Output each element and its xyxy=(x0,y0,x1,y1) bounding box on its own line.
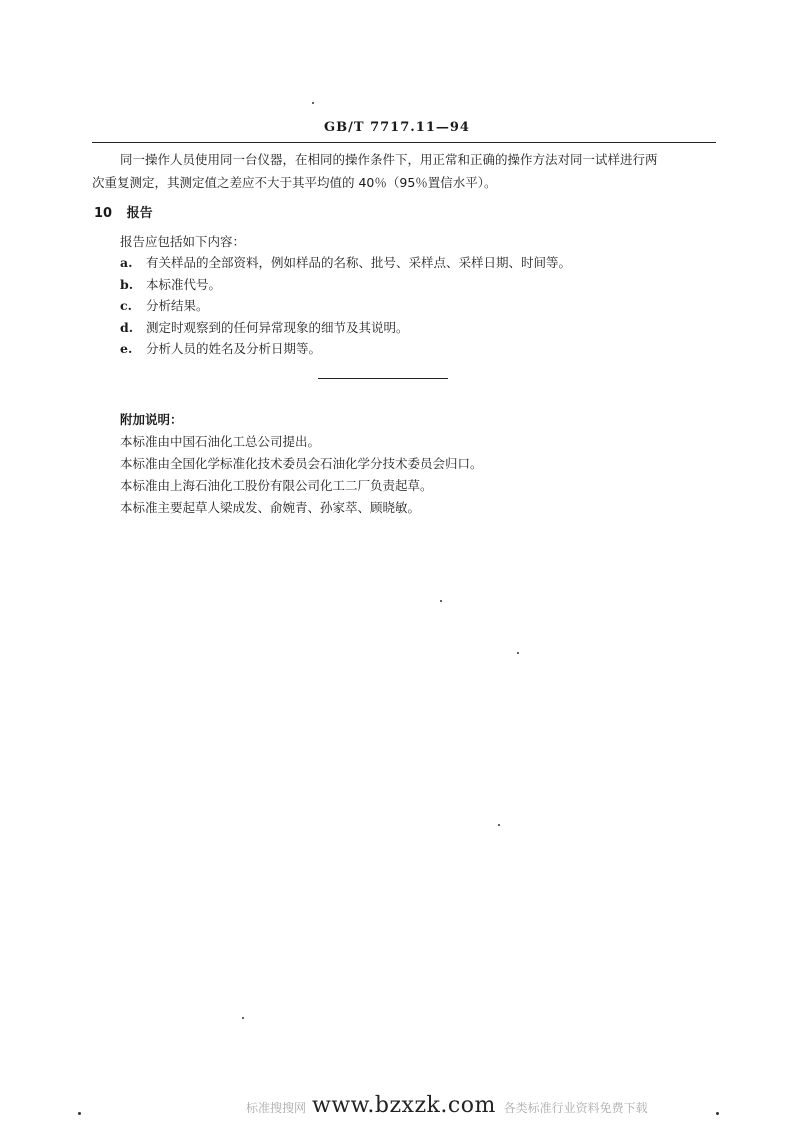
precision-line-1: 同一操作人员使用同一台仪器，在相同的操作条件下，用正常和正确的操作方法对同一试样进行两 xyxy=(120,152,658,167)
end-divider xyxy=(318,378,448,379)
appendix-notes xyxy=(120,409,483,519)
scan-speck xyxy=(517,652,519,654)
list-item-text: 本标准代号。 xyxy=(146,276,222,292)
scan-dot xyxy=(78,1112,81,1115)
scan-speck xyxy=(440,600,442,602)
list-item-text: 分析人员的姓名及分析日期等。 xyxy=(146,341,322,357)
list-marker: d. xyxy=(120,319,134,335)
watermark-tail: 各类标准行业资料免费下载 xyxy=(503,1101,648,1115)
appendix-line: 本标准由中国石油化工总公司提出。 xyxy=(120,434,321,449)
precision-line-2: 次重复测定，其测定值之差应不大于其平均值的 40％（95％置信水平）。 xyxy=(92,175,497,190)
list-item xyxy=(120,295,571,317)
list-item xyxy=(120,252,571,274)
list-item xyxy=(120,317,571,339)
section-title: 报告 xyxy=(126,206,153,221)
list-item-text: 测定时观察到的任何异常现象的细节及其说明。 xyxy=(146,319,409,335)
precision-paragraph xyxy=(92,148,692,194)
scan-dot xyxy=(716,1112,719,1115)
list-marker: a. xyxy=(120,255,133,270)
list-item xyxy=(120,274,571,296)
scan-speck xyxy=(498,824,500,826)
appendix-line: 本标准由上海石油化工股份有限公司化工二厂负责起草。 xyxy=(120,478,433,493)
section-heading xyxy=(94,202,153,221)
footer-url-link[interactable]: www.bzxzk.com xyxy=(312,1093,496,1118)
scan-speck xyxy=(312,102,314,104)
report-intro: 报告应包括如下内容： xyxy=(120,234,246,249)
report-items-list xyxy=(120,252,571,360)
scan-speck xyxy=(242,1017,244,1019)
list-item-text: 分析结果。 xyxy=(146,298,209,314)
header-rule xyxy=(92,142,716,143)
watermark-site-name: 标准搜搜网 xyxy=(246,1101,307,1115)
appendix-line: 本标准由全国化学标准化技术委员会石油化学分技术委员会归口。 xyxy=(120,456,483,471)
list-item-text: 有关样品的全部资料，例如样品的名称、批号、采样点、采样日期、时间等。 xyxy=(146,255,572,270)
section-number: 10 xyxy=(94,206,113,221)
footer-watermark xyxy=(0,1093,794,1129)
list-marker: b. xyxy=(120,276,134,292)
appendix-title: 附加说明： xyxy=(120,412,183,427)
list-marker: e. xyxy=(120,341,133,357)
list-item xyxy=(120,338,571,360)
standard-code-header: GB/T 7717.11—94 xyxy=(324,120,470,135)
appendix-line: 本标准主要起草人梁成发、俞婉青、孙家萃、顾晓敏。 xyxy=(120,500,421,515)
list-marker: c. xyxy=(120,298,132,314)
